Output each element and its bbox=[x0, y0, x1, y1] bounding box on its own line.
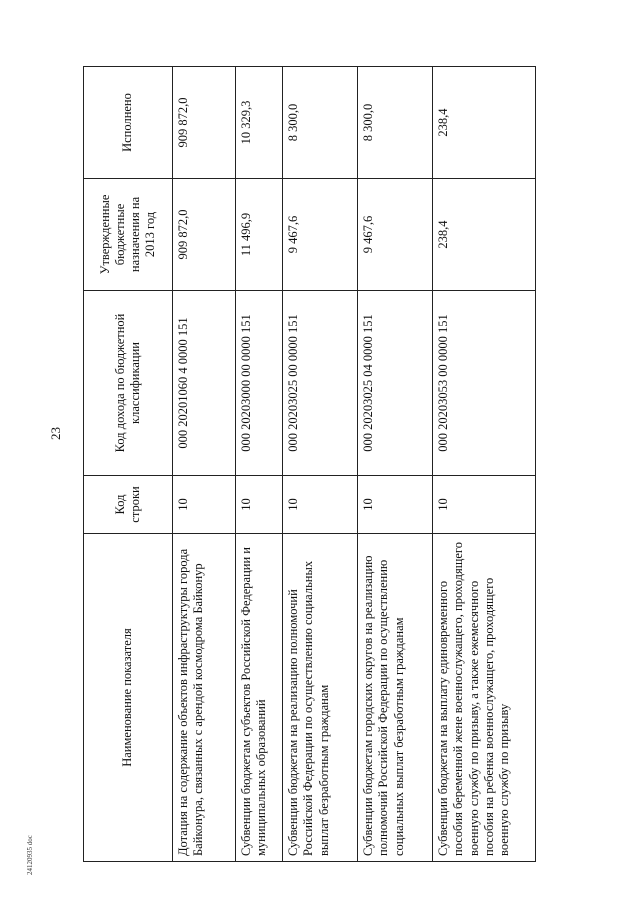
cell-approved: 9 467,6 bbox=[283, 179, 358, 291]
cell-approved: 9 467,6 bbox=[358, 179, 433, 291]
table-row bbox=[358, 67, 433, 862]
cell-executed: 909 872,0 bbox=[173, 67, 236, 179]
cell-approved: 11 496,9 bbox=[236, 179, 283, 291]
cell-line-code: 10 bbox=[358, 476, 433, 534]
cell-executed: 8 300,0 bbox=[358, 67, 433, 179]
page-number: 23 bbox=[48, 427, 63, 440]
cell-executed: 10 329,3 bbox=[236, 67, 283, 179]
header-indicator-name: Наименование показателя bbox=[84, 534, 173, 862]
header-line-code: Код строки bbox=[84, 476, 173, 534]
cell-executed: 8 300,0 bbox=[283, 67, 358, 179]
cell-executed: 238,4 bbox=[433, 67, 536, 179]
cell-approved: 909 872,0 bbox=[173, 179, 236, 291]
document-footer-code: 24120935 doc bbox=[26, 835, 34, 875]
cell-approved: 238,4 bbox=[433, 179, 536, 291]
cell-income-code: 000 20203025 00 0000 151 bbox=[283, 291, 358, 476]
cell-income-code: 000 20203053 00 0000 151 bbox=[433, 291, 536, 476]
table-row bbox=[283, 67, 358, 862]
budget-execution-table bbox=[83, 66, 536, 862]
header-income-code: Код дохода по бюджетной классификации bbox=[84, 291, 173, 476]
cell-income-code: 000 20203025 04 0000 151 bbox=[358, 291, 433, 476]
cell-line-code: 10 bbox=[433, 476, 536, 534]
header-approved: Утвержденные бюджетные назначения на 2013 год bbox=[84, 179, 173, 291]
cell-indicator-name: Субвенции бюджетам на реализацию полномочий Российской Федерации по осуществлению социальных выплат безработным гражданам bbox=[283, 534, 358, 862]
cell-line-code: 10 bbox=[173, 476, 236, 534]
cell-indicator-name: Субвенции бюджетам субъектов Российской Федерации и муниципальных образований bbox=[236, 534, 283, 862]
cell-income-code: 000 20203000 00 0000 151 bbox=[236, 291, 283, 476]
cell-indicator-name: Субвенции бюджетам городских округов на реализацию полномочий Российской Федерации по осуществлению социальных выплат безработным гражданам bbox=[358, 534, 433, 862]
cell-income-code: 000 20201060 4 0000 151 bbox=[173, 291, 236, 476]
header-executed: Исполнено bbox=[84, 67, 173, 179]
table-row bbox=[433, 67, 536, 862]
table-row bbox=[236, 67, 283, 862]
table-header-row bbox=[84, 67, 173, 862]
cell-indicator-name: Дотация на содержание объектов инфраструктуры города Байконура, связанных с арендой космодрома Байконур bbox=[173, 534, 236, 862]
table-row bbox=[173, 67, 236, 862]
cell-indicator-name: Субвенции бюджетам на выплату единовременного пособия беременной жене военнослужащего, проходящего военную службу по призыву, а также ежемесячного пособия на ребенка военнослужащего, проходящего военную службу по призыву bbox=[433, 534, 536, 862]
cell-line-code: 10 bbox=[283, 476, 358, 534]
rotated-page-content bbox=[83, 67, 558, 862]
cell-line-code: 10 bbox=[236, 476, 283, 534]
